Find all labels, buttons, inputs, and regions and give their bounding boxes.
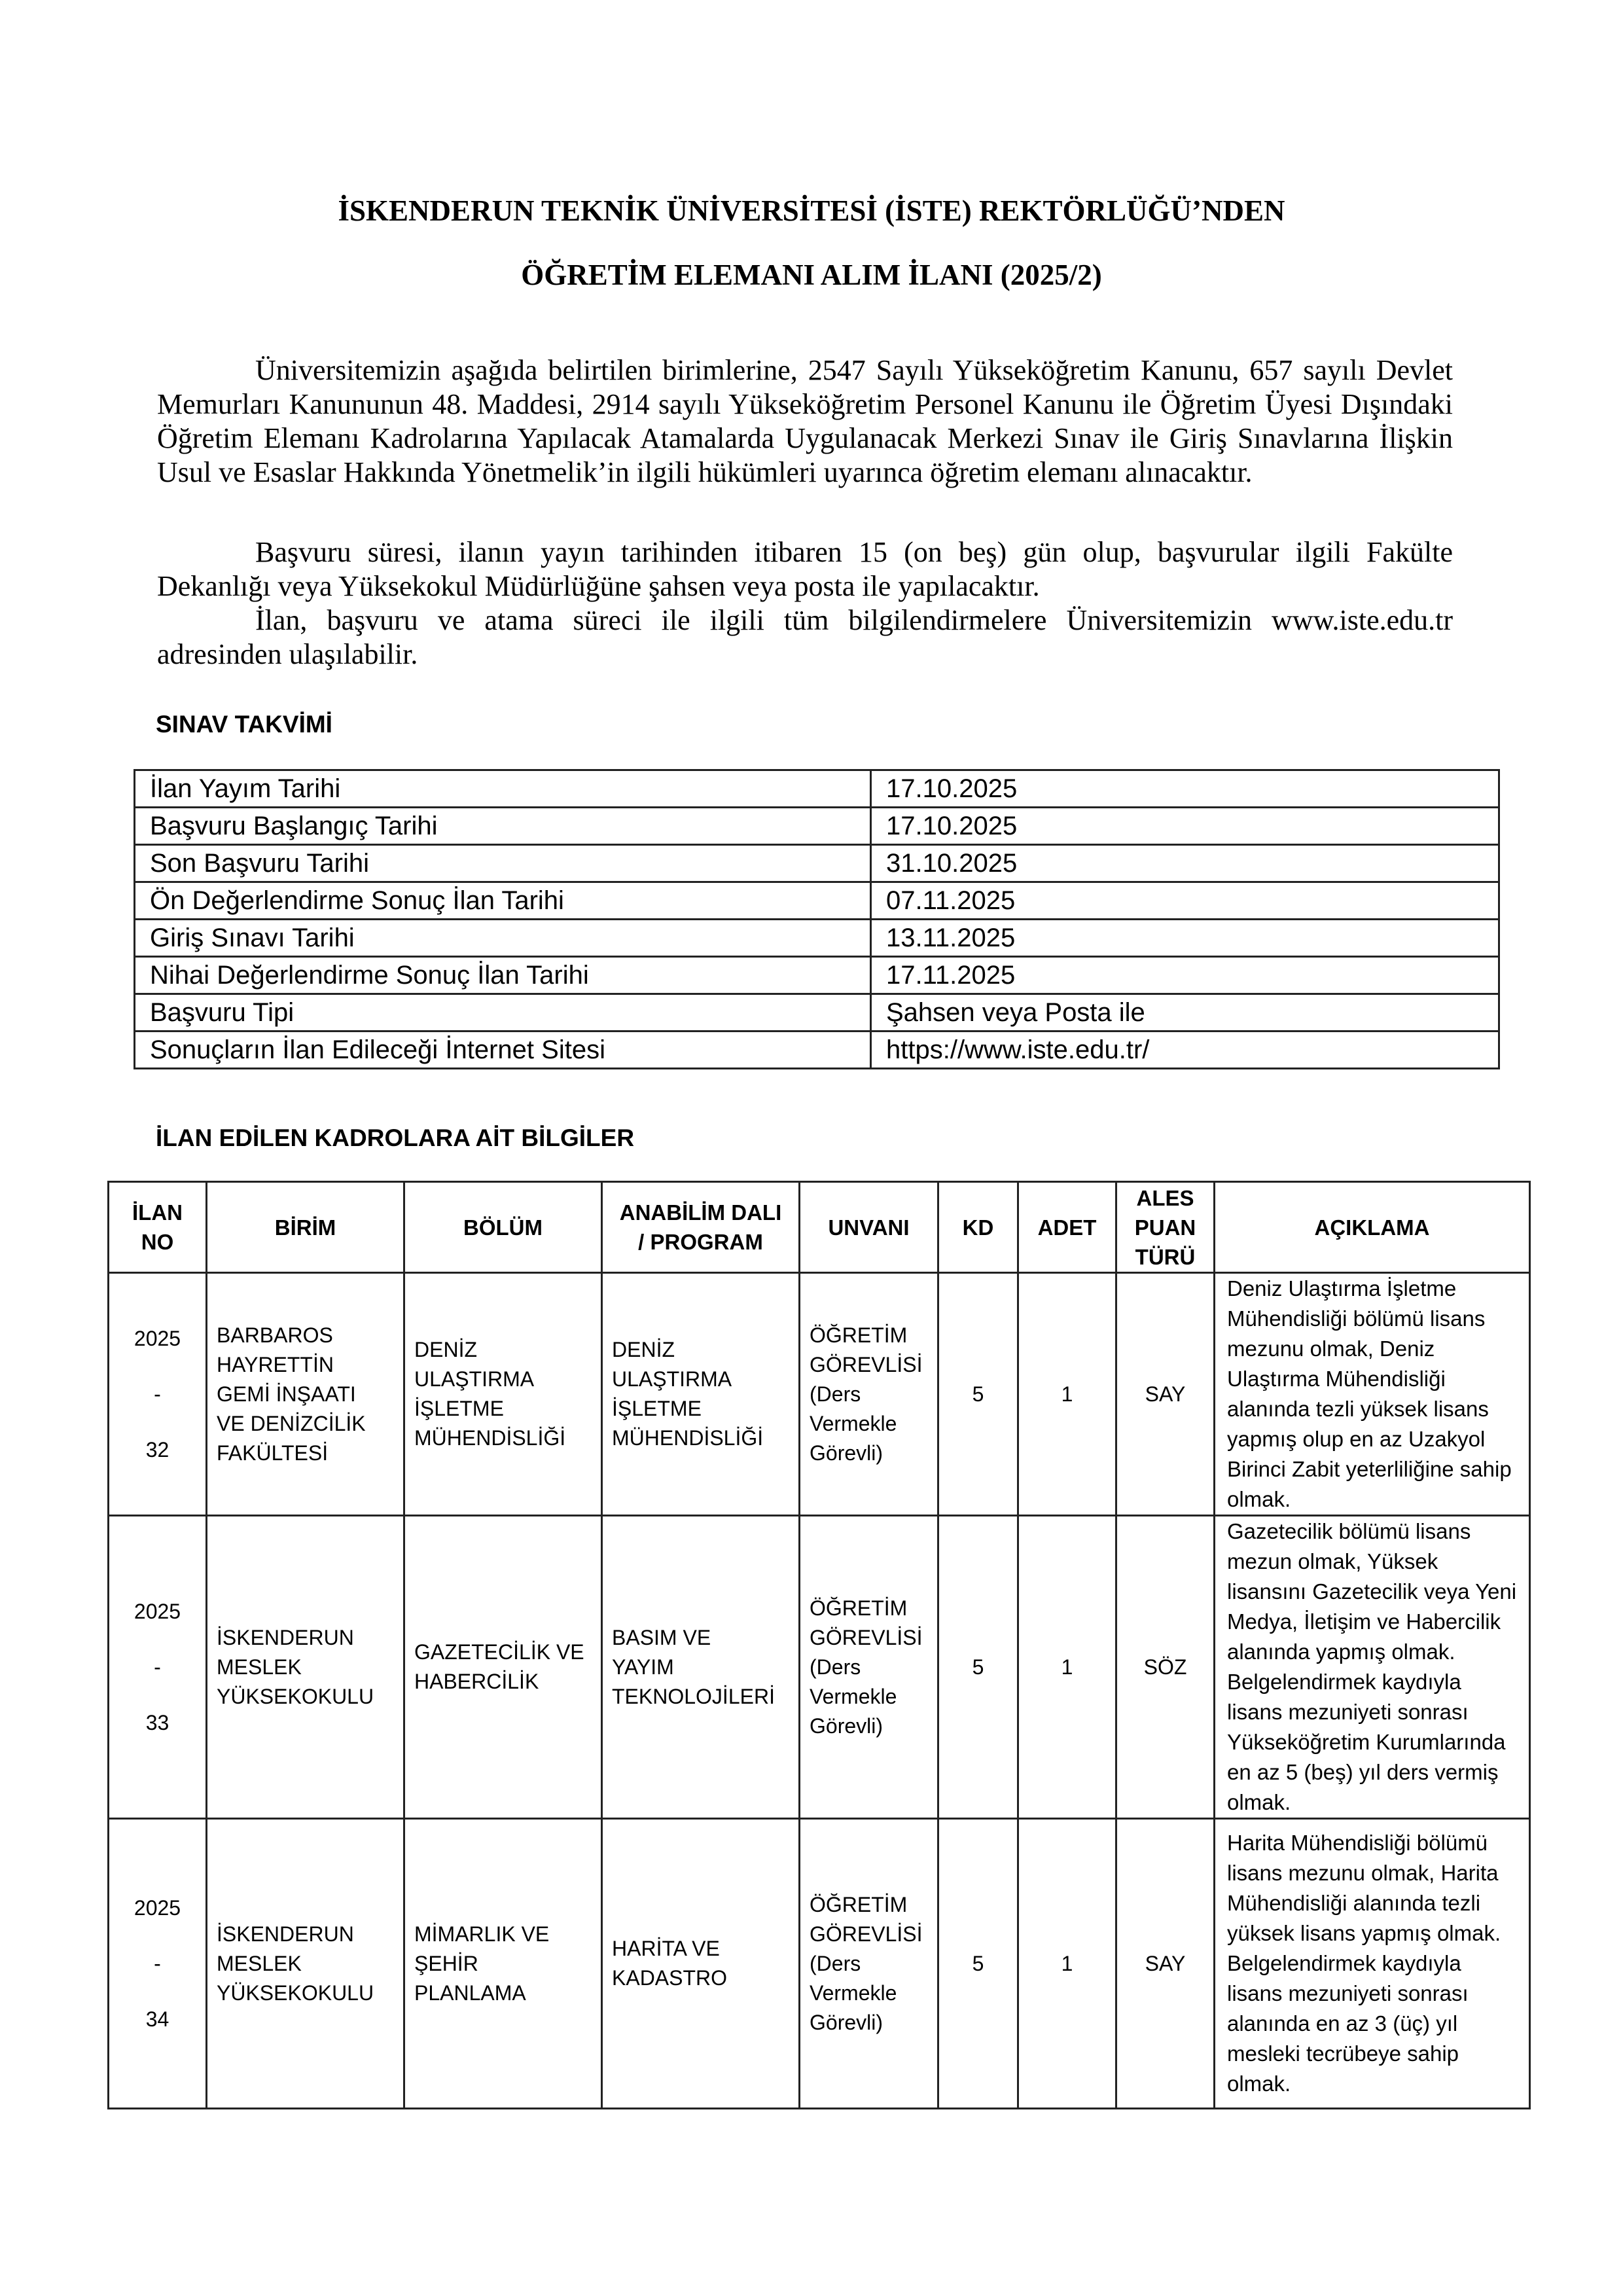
- calendar-row: [135, 845, 1499, 882]
- cell-kd: 5: [938, 1819, 1018, 2109]
- cell-bolum: DENİZ ULAŞTIRMA İŞLETME MÜHENDİSLİĞİ: [404, 1273, 602, 1516]
- calendar-row: [135, 994, 1499, 1031]
- cell-anabilim: HARİTA VE KADASTRO: [602, 1819, 800, 2109]
- cell-aciklama: Deniz Ulaştırma İşletme Mühendisliği bölümü lisans mezunu olmak, Deniz Ulaştırma Mühendisliği alanında tezli yüksek lisans yapmış olup en az Uzakyol Birinci Zabit yeterliliğine sahip olmak.: [1215, 1273, 1530, 1516]
- calendar-label: Başvuru Tipi: [135, 994, 871, 1031]
- cell-anabilim: BASIM VE YAYIM TEKNOLOJİLERİ: [602, 1516, 800, 1819]
- cell-unvani: ÖĞRETİM GÖREVLİSİ (Ders Vermekle Görevli): [800, 1516, 938, 1819]
- cell-ales: SAY: [1116, 1819, 1215, 2109]
- cell-birim: BARBAROS HAYRETTİN GEMİ İNŞAATI VE DENİZCİLİK FAKÜLTESİ: [207, 1273, 404, 1516]
- calendar-row: [135, 920, 1499, 957]
- cell-aciklama: Gazetecilik bölümü lisans mezun olmak, Yüksek lisansını Gazetecilik veya Yeni Medya, İletişim ve Habercilik alanında yapmış olmak. Belgelendirmek kaydıyla lisans mezuniyeti sonrası Yükseköğretim Kurumlarında en az 5 (beş) yıl ders vermiş olmak.: [1215, 1516, 1530, 1819]
- cell-birim: İSKENDERUN MESLEK YÜKSEKOKULU: [207, 1819, 404, 2109]
- col-header-anabilim: ANABİLİM DALI / PROGRAM: [602, 1182, 800, 1273]
- col-header-ilan-no: İLAN NO: [109, 1182, 207, 1273]
- cell-ales: SÖZ: [1116, 1516, 1215, 1819]
- calendar-value: 31.10.2025: [871, 845, 1499, 882]
- cell-bolum: GAZETECİLİK VE HABERCİLİK: [404, 1516, 602, 1819]
- calendar-label: Nihai Değerlendirme Sonuç İlan Tarihi: [135, 957, 871, 994]
- cell-adet: 1: [1018, 1819, 1116, 2109]
- cell-bolum: MİMARLIK VE ŞEHİR PLANLAMA: [404, 1819, 602, 2109]
- intro-paragraph-1: Üniversitemizin aşağıda belirtilen birimlerine, 2547 Sayılı Yükseköğretim Kanunu, 657 sayılı Devlet Memurları Kanununun 48. Maddesi, 2914 sayılı Yükseköğretim Personel Kanunu ile Öğretim Üyesi Dışındaki Öğretim Elemanı Kadrolarına Yapılacak Atamalarda Uygulanacak Merkezi Sınav ile Giriş Sınavlarına İlişkin Usul ve Esaslar Hakkında Yönetmelik’in ilgili hükümleri uyarınca öğretim elemanı alınacaktır.: [157, 354, 1453, 488]
- calendar-label: İlan Yayım Tarihi: [135, 770, 871, 808]
- calendar-label: Ön Değerlendirme Sonuç İlan Tarihi: [135, 882, 871, 920]
- cell-ilan-no: 2025 - 34: [109, 1819, 207, 2109]
- calendar-row: [135, 882, 1499, 920]
- cell-kd: 5: [938, 1516, 1018, 1819]
- col-header-ales: ALES PUAN TÜRÜ: [1116, 1182, 1215, 1273]
- table-row: [109, 1819, 1530, 2109]
- calendar-value: 17.10.2025: [871, 808, 1499, 845]
- cell-adet: 1: [1018, 1273, 1116, 1516]
- calendar-row: [135, 770, 1499, 808]
- exam-calendar-table: [134, 769, 1500, 1069]
- positions-table: [107, 1181, 1531, 2109]
- calendar-value: 13.11.2025: [871, 920, 1499, 957]
- col-header-aciklama: AÇIKLAMA: [1215, 1182, 1530, 1273]
- intro-paragraph-2: Başvuru süresi, ilanın yayın tarihinden itibaren 15 (on beş) gün olup, başvurular ilgili Fakülte Dekanlığı veya Yüksekokul Müdürlüğüne şahsen veya posta ile yapılacaktır.: [157, 536, 1453, 602]
- cell-ales: SAY: [1116, 1273, 1215, 1516]
- cell-adet: 1: [1018, 1516, 1116, 1819]
- col-header-birim: BİRİM: [207, 1182, 404, 1273]
- calendar-value-link[interactable]: https://www.iste.edu.tr/: [871, 1031, 1499, 1069]
- col-header-kd: KD: [938, 1182, 1018, 1273]
- calendar-row: [135, 1031, 1499, 1069]
- col-header-bolum: BÖLÜM: [404, 1182, 602, 1273]
- cell-aciklama: Harita Mühendisliği bölümü lisans mezunu olmak, Harita Mühendisliği alanında tezli yüksek lisans yapmış olmak. Belgelendirmek kaydıyla lisans mezuniyeti sonrası alanında en az 3 (üç) yıl mesleki tecrübeye sahip olmak.: [1215, 1819, 1530, 2109]
- calendar-row: [135, 808, 1499, 845]
- cell-ilan-no: 2025 - 33: [109, 1516, 207, 1819]
- cell-ilan-no: 2025 - 32: [109, 1273, 207, 1516]
- calendar-value: Şahsen veya Posta ile: [871, 994, 1499, 1031]
- calendar-label: Son Başvuru Tarihi: [135, 845, 871, 882]
- table-row: [109, 1516, 1530, 1819]
- col-header-adet: ADET: [1018, 1182, 1116, 1273]
- cell-unvani: ÖĞRETİM GÖREVLİSİ (Ders Vermekle Görevli): [800, 1273, 938, 1516]
- col-header-unvani: UNVANI: [800, 1182, 938, 1273]
- calendar-label: Giriş Sınavı Tarihi: [135, 920, 871, 957]
- calendar-row: [135, 957, 1499, 994]
- cell-birim: İSKENDERUN MESLEK YÜKSEKOKULU: [207, 1516, 404, 1819]
- calendar-value: 07.11.2025: [871, 882, 1499, 920]
- calendar-label: Başvuru Başlangıç Tarihi: [135, 808, 871, 845]
- positions-header-row: [109, 1182, 1530, 1273]
- cell-anabilim: DENİZ ULAŞTIRMA İŞLETME MÜHENDİSLİĞİ: [602, 1273, 800, 1516]
- calendar-value: 17.10.2025: [871, 770, 1499, 808]
- intro-paragraph-3: İlan, başvuru ve atama süreci ile ilgili tüm bilgilendirmelere Üniversitemizin www.iste.edu.tr adresinden ulaşılabilir.: [157, 604, 1453, 670]
- cell-kd: 5: [938, 1273, 1018, 1516]
- document-title: İSKENDERUN TEKNİK ÜNİVERSİTESİ (İSTE) REKTÖRLÜĞÜ’NDEN: [338, 194, 1285, 227]
- calendar-value: 17.11.2025: [871, 957, 1499, 994]
- positions-heading: İLAN EDİLEN KADROLARA AİT BİLGİLER: [156, 1124, 635, 1151]
- calendar-label: Sonuçların İlan Edileceği İnternet Sitesi: [135, 1031, 871, 1069]
- cell-unvani: ÖĞRETİM GÖREVLİSİ (Ders Vermekle Görevli): [800, 1819, 938, 2109]
- table-row: [109, 1273, 1530, 1516]
- document-subtitle: ÖĞRETİM ELEMANI ALIM İLANI (2025/2): [521, 259, 1102, 291]
- exam-calendar-heading: SINAV TAKVİMİ: [156, 711, 332, 738]
